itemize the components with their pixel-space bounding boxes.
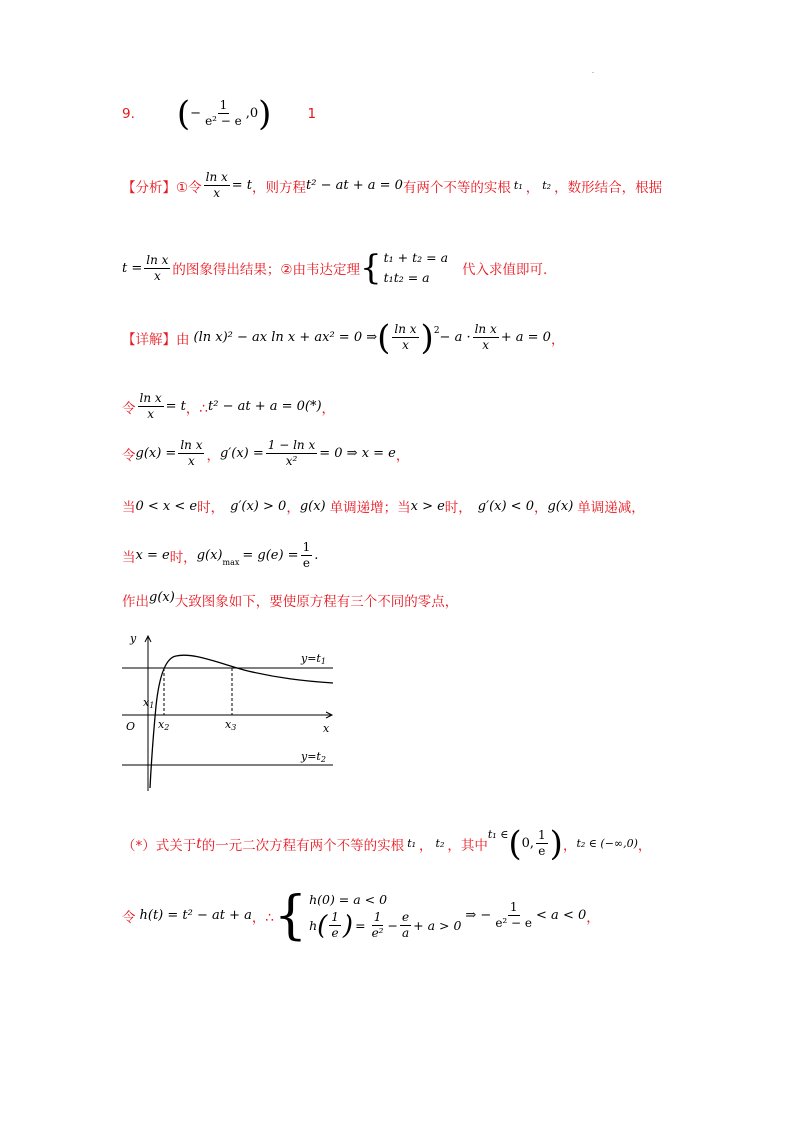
star-t: t [196,835,202,852]
answer2: 1 [307,105,317,122]
condition-system [309,890,461,941]
analysis-tag: 【分析】 [122,179,176,196]
analysis-line-2 [122,248,547,288]
c2-den: e [331,926,339,940]
square: 2 [433,326,440,336]
gprime-den: x² [285,454,298,468]
interval-1: 0 < x < e [135,498,198,514]
header-dot: . [592,68,594,75]
condition-2 [309,910,461,941]
c2-frac2 [400,910,411,941]
lnx-over-x [204,170,230,201]
analysis-text: 有两个不等的实根 [402,179,511,196]
vieta-sum: t₁ + t₂ = a [383,250,449,265]
detail-line-2 [122,391,335,422]
origin-label: O [126,720,136,733]
detail-text: 由 [176,331,190,348]
answer1-den: e² − e [205,114,242,128]
answer1-tail: ,0 [245,106,259,121]
max-den: e [302,556,310,570]
detail-text: 大致图象如下，要使原方程有三个不同的零点， [174,594,459,610]
detail-text: 令 [122,447,136,464]
gx: g(x) [299,498,326,514]
paren-right: ) [258,93,272,134]
detail-line-3 [122,438,409,469]
answer1-fraction [203,98,244,129]
detail-text: 作出 [122,594,149,610]
sep: ， [525,179,540,196]
equation-1: (ln x)² − ax ln x + ax² = 0 ⇒ [193,330,378,345]
vieta-product: t₁t₂ = a [383,270,430,285]
answer1-num: 1 [219,98,228,112]
c2-f2n: e [401,910,410,924]
sep: ， [419,837,433,854]
period: . [314,548,319,563]
analysis-text: ，则方程 [252,179,307,196]
answer-line [122,93,317,134]
frac-num: ln x [205,170,228,184]
eq-t: = t [231,178,253,193]
t2: t₂ [435,837,445,850]
c2-eq: = [355,917,366,933]
frac-den: x [213,186,221,200]
analysis-text: 的图象得出结果；②由韦达定理 [172,262,361,278]
lnx-over-x [392,322,418,353]
gx: g(x) [149,590,175,605]
c2-minus: − [387,917,398,933]
minus-sign: − [190,106,202,121]
quadratic-equation: t² − at + a = 0 [306,178,403,193]
max-eq2: = g(e) = [242,548,299,563]
t1: t₁ [513,179,523,192]
paren-left: ( [176,93,191,134]
sep: ， [562,837,577,854]
paren-right: ) [549,823,563,864]
equation-star: t² − at + a = 0(*) [208,399,322,414]
comma: ， [550,331,565,348]
comma: ， [321,400,336,417]
frac-den: x [482,338,490,352]
lnx-over-x [178,438,204,469]
t1-label: y=t1 [301,652,326,666]
detail-line-4 [122,496,645,516]
t2-in: t₂ ∈ (−∞,0) [576,837,638,850]
c2-frac1 [370,910,386,941]
brace: { [273,885,308,946]
detail-text: 当 [122,549,136,566]
c2-f2d: a [401,926,410,940]
frac-den: x [188,454,195,468]
t2-label: y=t2 [301,750,326,764]
max-fraction [301,540,313,571]
star-text: ，其中 [447,837,488,854]
c2-f1n: 1 [373,910,382,924]
frac-num: ln x [180,438,203,452]
gprime-fraction [266,438,317,469]
interval-den: e [538,844,546,858]
interval-l: 0, [521,836,535,851]
lnx-over-x [473,322,499,353]
c2-arg [329,910,341,941]
x3-label: x3 [225,718,237,732]
detail-text: 当 [122,500,136,516]
t1-in: t₁ ∈ [487,828,509,841]
t2: t₂ [542,179,552,192]
eq-t: = t [165,399,186,414]
comma: ， [206,447,220,464]
detail-text: 时， [169,549,197,566]
final-line [122,885,600,946]
detail-text: 令 [122,400,136,417]
detail-text: 单调递减， [577,500,645,516]
result-num: 1 [509,900,518,914]
frac-num: ln x [394,322,417,336]
frac-den: x [402,338,409,352]
frac-den: x [153,268,161,283]
max-num: 1 [302,540,311,554]
c2-f1d: e² [371,926,384,940]
comma: ， [286,500,300,516]
star-text: 的一元二次方程有两个不等的实根 [201,837,405,854]
equation-1c: + a = 0 [500,330,551,345]
analysis-text: 代入求值即可. [462,262,548,278]
c2-tail: + a > 0 [413,917,462,933]
frac-den: x [147,407,154,421]
paren-left: ( [317,910,328,941]
max-when: x = e [135,548,170,563]
gprime-def: g′(x) = [219,446,264,461]
comma: ， [395,447,410,464]
brace: { [360,248,382,288]
detail-line-5 [122,540,318,571]
x1-label: x1 [143,696,155,710]
star-text: （*）式关于 [122,837,197,854]
y-axis-label: y [130,632,137,645]
g-curve [150,655,333,788]
detail-text: 单调递增；当 [329,500,411,516]
interval-fraction [536,828,548,859]
therefore: ，∴ [185,400,208,417]
analysis-text: ①令 [176,179,202,196]
analysis-text: ，数形结合，根据 [554,179,663,196]
final-text: 令 [122,909,136,926]
t-eq: t = [122,260,143,276]
gx: g(x) [547,498,574,514]
comma: ， [533,500,548,516]
therefore: ，∴ [251,909,274,926]
h-def: h(t) = t² − at + a [139,908,252,923]
cond-2: g′(x) < 0 [477,498,534,514]
detail-line-6 [122,590,458,610]
frac-num: ln x [474,322,497,336]
comma: ， [637,837,652,854]
paren-right: ) [342,910,354,941]
lnx-over-x [144,253,170,284]
h-sym: h [309,917,318,933]
frac-num: ln x [139,391,162,405]
paren-left: ( [377,317,391,358]
equation-1b: − a · [439,330,471,345]
question-number: 9. [122,105,135,122]
x-axis-label: x [323,722,330,735]
analysis-line-1 [122,170,662,201]
implies: ⇒ − [465,908,492,923]
t1: t₁ [407,837,417,850]
cond-1: g′(x) > 0 [230,498,287,514]
interval-2: x > e [410,498,445,514]
max-sub: max [222,558,240,567]
gprime-num: 1 − ln x [267,438,316,452]
result-den: e² − e [495,916,533,930]
star-line [122,823,652,864]
frac-num: ln x [146,252,169,267]
detail-line-1 [122,317,565,358]
interval-num: 1 [538,828,546,842]
function-graph [118,628,348,793]
g-def: g(x) = [135,446,177,461]
gprime-tail: = 0 ⇒ x = e [319,446,396,461]
detail-tag: 【详解】 [122,331,176,348]
result-tail: < a < 0 [536,908,587,923]
comma: ， [586,909,600,926]
max-eq: g(x) [196,548,223,563]
result-fraction [493,900,534,931]
paren-left: ( [508,823,522,864]
vieta-system [384,248,448,288]
detail-text: 时， [444,500,472,516]
lnx-over-x [138,391,164,422]
c2-num: 1 [331,910,339,924]
paren-right: ) [420,317,434,358]
x2-label: x2 [158,718,170,732]
detail-text: 时， [197,500,225,516]
condition-1: h(0) = a < 0 [309,892,388,907]
